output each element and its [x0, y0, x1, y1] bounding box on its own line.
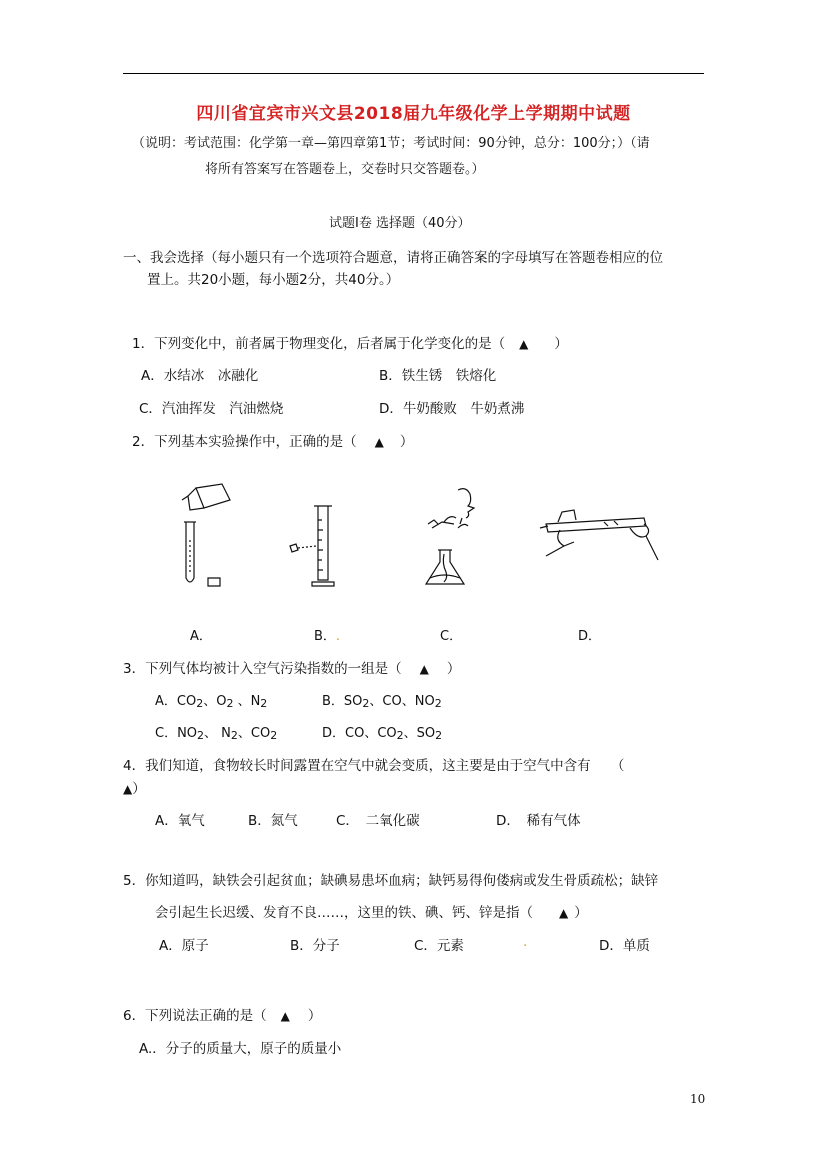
- header-rule: [123, 73, 704, 74]
- q6-option-a: A.．分子的质量大，原子的质量小: [139, 1041, 342, 1057]
- exam-title: 四川省宜宾市兴文县2018届九年级化学上学期期中试题: [196, 104, 631, 124]
- q4-option-d: D． 稀有气体: [496, 813, 581, 829]
- heating-test-tube-figure: [534, 500, 664, 570]
- pouring-liquid-figure: [178, 482, 240, 592]
- answer-triangle-icon: ▲: [374, 435, 384, 449]
- page-number: 10: [690, 1092, 706, 1106]
- q3-option-b: B．SO2、CO、NO2: [322, 694, 442, 710]
- q2-stem: 2．下列基本实验操作中，正确的是（ ▲ ）: [132, 434, 414, 450]
- q1-option-c: C．汽油挥发 汽油燃烧: [139, 401, 284, 417]
- graduated-cylinder-figure: [276, 500, 340, 590]
- q3-option-c: C．NO2、 N2、CO2: [155, 726, 278, 742]
- q2-label-a: A．: [190, 629, 212, 644]
- q1-option-d: D．牛奶酸败 牛奶煮沸: [379, 401, 525, 417]
- q5-option-c: C．元素: [414, 938, 464, 954]
- section-title: 试题Ⅰ卷 选择题（40分）: [329, 216, 471, 231]
- q3-option-d: D．CO、CO2、SO2: [322, 726, 443, 742]
- answer-triangle-icon: ▲: [280, 1009, 290, 1023]
- q5-option-b: B．分子: [290, 938, 340, 954]
- q5-dot: .: [523, 934, 528, 950]
- exam-note-line2: 将所有答案写在答题卷上，交卷时只交答题卷。）: [205, 162, 485, 177]
- part1-instructions-line1: 一、我会选择（每小题只有一个选项符合题意，请将正确答案的字母填写在答题卷相应的位: [123, 250, 663, 266]
- q1-option-b: B．铁生锈 铁熔化: [379, 368, 497, 384]
- q5-option-d: D．单质: [599, 938, 650, 954]
- q5-option-a: A．原子: [159, 938, 209, 954]
- q5-stem-line2: 会引起生长迟缓、发育不良……，这里的铁、碘、钙、锌是指（ ▲ ）: [155, 905, 588, 921]
- answer-triangle-icon: ▲: [519, 337, 529, 351]
- answer-triangle-icon: ▲: [419, 662, 429, 676]
- answer-triangle-icon: ▲: [559, 906, 569, 920]
- q4-option-c: C． 二氧化碳: [336, 813, 420, 829]
- q4-answer-slot: ▲）: [123, 781, 146, 797]
- q2-label-b: B．.: [314, 629, 341, 644]
- exam-note-line1: （说明：考试范围：化学第一章—第四章第1节；考试时间：90分钟，总分：100分；）（请: [132, 136, 650, 151]
- q1-stem: 1．下列变化中，前者属于物理变化，后者属于化学变化的是（ ▲ ）: [132, 336, 568, 352]
- q1-option-a: A．水结冰 冰融化: [141, 368, 259, 384]
- answer-triangle-icon: ▲: [123, 782, 133, 796]
- q3-stem: 3．下列气体均被计入空气污染指数的一组是（ ▲ ）: [123, 661, 461, 677]
- q4-option-b: B．氮气: [248, 813, 298, 829]
- smelling-gas-figure: [418, 484, 488, 594]
- q2-label-c: C．: [440, 629, 463, 644]
- q2-label-d: D．: [578, 629, 602, 644]
- q4-stem: 4．我们知道，食物较长时间露置在空气中就会变质，这主要是由于空气中含有 （: [123, 758, 625, 774]
- part1-instructions-line2: 置上。共20小题，每小题2分，共40分。）: [147, 272, 400, 288]
- q6-stem: 6．下列说法正确的是（ ▲ ）: [123, 1008, 322, 1024]
- q3-option-a: A．CO2、O2 、N2: [155, 694, 268, 710]
- q4-option-a: A．氧气: [155, 813, 205, 829]
- q5-stem-line1: 5．你知道吗，缺铁会引起贫血；缺碘易患坏血病；缺钙易得佝偻病或发生骨质疏松；缺锌: [123, 873, 659, 889]
